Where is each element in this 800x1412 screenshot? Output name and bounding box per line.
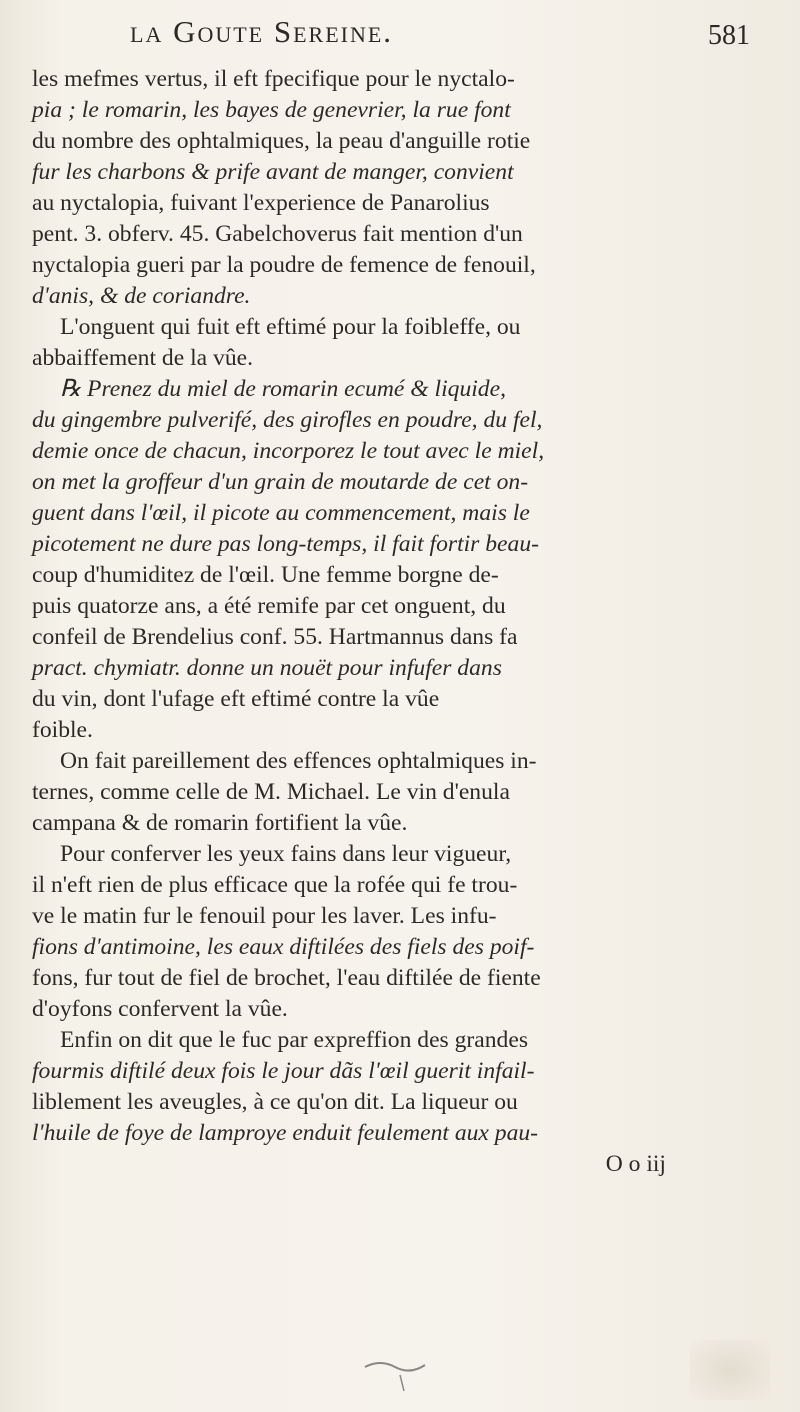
text-line: guent dans l'œil, il picote au commencement, mais le	[32, 500, 530, 526]
text-line: ternes, comme celle de M. Michael. Le vin d'enula	[32, 779, 510, 805]
text-line: demie once de chacun, incorporez le tout avec le miel,	[32, 438, 545, 464]
text-line: on met la groffeur d'un grain de moutarde de cet on-	[32, 469, 529, 495]
text-line: ℞ Prenez du miel de romarin ecumé & liquide,	[60, 376, 506, 402]
text-line: Pour conferver les yeux fains dans leur vigueur,	[60, 841, 512, 867]
text-line: fions d'antimoine, les eaux diftilées des fiels des poif-	[32, 934, 535, 960]
text-line: liblement les aveugles, à ce qu'on dit. La liqueur ou	[32, 1089, 518, 1115]
text-line: il n'eft rien de plus efficace que la rofée qui fe trou-	[32, 872, 518, 898]
page-number: 581	[708, 20, 750, 51]
text-line: On fait pareillement des effences ophtalmiques in-	[60, 748, 537, 774]
text-line: fur les charbons & prife avant de manger, convient	[32, 159, 514, 185]
text-line: l'huile de foye de lamproye enduit feulement aux pau-	[32, 1120, 539, 1146]
text-line: campana & de romarin fortifient la vûe.	[32, 810, 408, 836]
text-line: coup d'humiditez de l'œil. Une femme borgne de-	[32, 562, 499, 588]
text-line: ve le matin fur le fenouil pour les laver. Les infu-	[32, 903, 497, 929]
text-line: du nombre des ophtalmiques, la peau d'anguille rotie	[32, 128, 531, 154]
text-line: L'onguent qui fuit eft eftimé pour la foibleffe, ou	[60, 314, 521, 340]
text-line: puis quatorze ans, a été remife par cet onguent, du	[32, 593, 506, 619]
body-text	[32, 64, 776, 1180]
text-line: confeil de Brendelius conf. 55. Hartmannus dans fa	[32, 624, 518, 650]
signature-mark: O o iij	[605, 1151, 666, 1177]
text-line: pia ; le romarin, les bayes de genevrier, la rue font	[32, 97, 511, 123]
pencil-scribble-icon	[360, 1355, 430, 1395]
text-line: pract. chymiatr. donne un nouët pour infufer dans	[32, 655, 502, 681]
text-line: fons, fur tout de fiel de brochet, l'eau diftilée de fiente	[32, 965, 541, 991]
text-line: fourmis diftilé deux fois le jour dãs l'œil guerit infail-	[32, 1058, 535, 1084]
text-line: du vin, dont l'ufage eft eftimé contre la vûe	[32, 686, 440, 712]
running-title: la Goute Sereine.	[130, 14, 394, 49]
text-line: les mefmes vertus, il eft fpecifique pour le nyctalo-	[32, 66, 515, 92]
text-line: pent. 3. obferv. 45. Gabelchoverus fait mention d'un	[32, 221, 523, 247]
text-line: au nyctalopia, fuivant l'experience de Panarolius	[32, 190, 490, 216]
paper-stain	[690, 1340, 770, 1400]
text-line: foible.	[32, 717, 93, 743]
text-line: Enfin on dit que le fuc par expreffion des grandes	[60, 1027, 529, 1053]
text-line: du gingembre pulverifé, des girofles en poudre, du fel,	[32, 407, 543, 433]
text-line: d'oyfons confervent la vûe.	[32, 996, 288, 1022]
text-line: nyctalopia gueri par la poudre de femence de fenouil,	[32, 252, 536, 278]
text-line: picotement ne dure pas long-temps, il fait fortir beau-	[32, 531, 539, 557]
text-line: abbaiffement de la vûe.	[32, 345, 253, 371]
text-line: d'anis, & de coriandre.	[32, 283, 251, 309]
